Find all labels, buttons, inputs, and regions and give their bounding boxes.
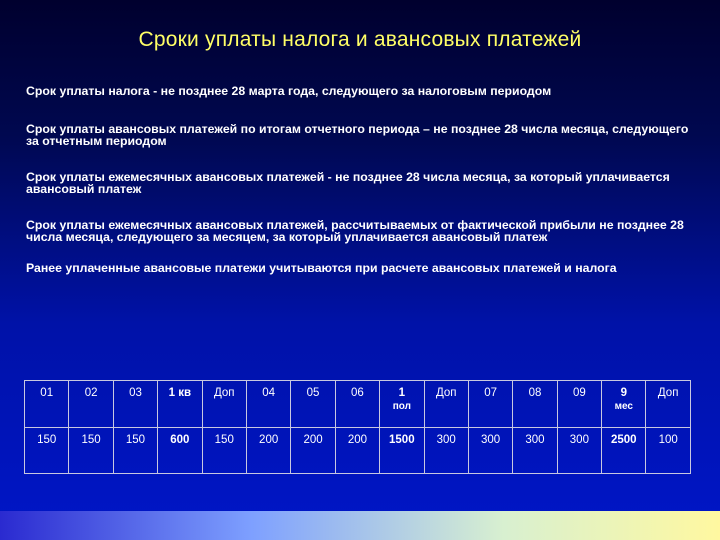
table-cell [602, 381, 646, 428]
table-cell: 08 [513, 381, 557, 428]
paragraph-previously-paid: Ранее уплаченные авансовые платежи учитываются при расчете авансовых платежей и налога [26, 261, 617, 275]
table-cell: 300 [468, 428, 512, 474]
slide-title: Сроки уплаты налога и авансовых платежей [138, 28, 582, 51]
table-cell: 200 [291, 428, 335, 474]
table-cell: 150 [202, 428, 246, 474]
table-cell: 07 [468, 381, 512, 428]
table-cell: 2500 [602, 428, 646, 474]
table-cell: 05 [291, 381, 335, 428]
payment-schedule-table [24, 380, 691, 474]
table-cell: 300 [513, 428, 557, 474]
table-cell: 01 [25, 381, 69, 428]
table-cell: 1500 [380, 428, 424, 474]
table-cell-sub: пол [392, 401, 411, 412]
table-cell: 300 [557, 428, 601, 474]
table-cell: 04 [246, 381, 290, 428]
table-cell: Доп [424, 381, 468, 428]
table-cell: 100 [646, 428, 690, 474]
table-cell: 300 [424, 428, 468, 474]
table-cell: Доп [202, 381, 246, 428]
table-cell: 03 [113, 381, 157, 428]
table-cell: 09 [557, 381, 601, 428]
table-cell: 06 [335, 381, 379, 428]
table-cell: Доп [646, 381, 690, 428]
table-cell: 150 [69, 428, 113, 474]
table-cell-main: 1 [398, 387, 406, 399]
paragraph-advance-reporting-period: Срок уплаты авансовых платежей по итогам отчетного периода – не позднее 28 числа месяца, следующего за отчетным периодом [26, 122, 689, 148]
table-cell: 600 [158, 428, 202, 474]
table-cell-sub: мес [614, 401, 633, 412]
table-cell: 200 [246, 428, 290, 474]
paragraph-monthly-advance: Срок уплаты ежемесячных авансовых платежей - не позднее 28 числа месяца, за который уплачивается авансовый платеж [26, 170, 670, 196]
table-cell: 1 кв [158, 381, 202, 428]
table-row-amounts [25, 428, 691, 474]
paragraph-monthly-advance-actual-profit: Срок уплаты ежемесячных авансовых платежей, рассчитываемых от фактической прибыли не позднее 28 числа месяца, следующего за месяцем, за который уплачивается авансовый платеж [26, 218, 684, 244]
paragraph-tax-deadline: Срок уплаты налога - не позднее 28 марта года, следующего за налоговым периодом [26, 84, 552, 98]
table-cell: 150 [113, 428, 157, 474]
table-cell: 02 [69, 381, 113, 428]
table-cell [380, 381, 424, 428]
table-cell: 200 [335, 428, 379, 474]
table-row-periods [25, 381, 691, 428]
decorative-gradient-strip [0, 511, 720, 540]
table-cell-main: 9 [620, 387, 627, 399]
table-cell: 150 [25, 428, 69, 474]
